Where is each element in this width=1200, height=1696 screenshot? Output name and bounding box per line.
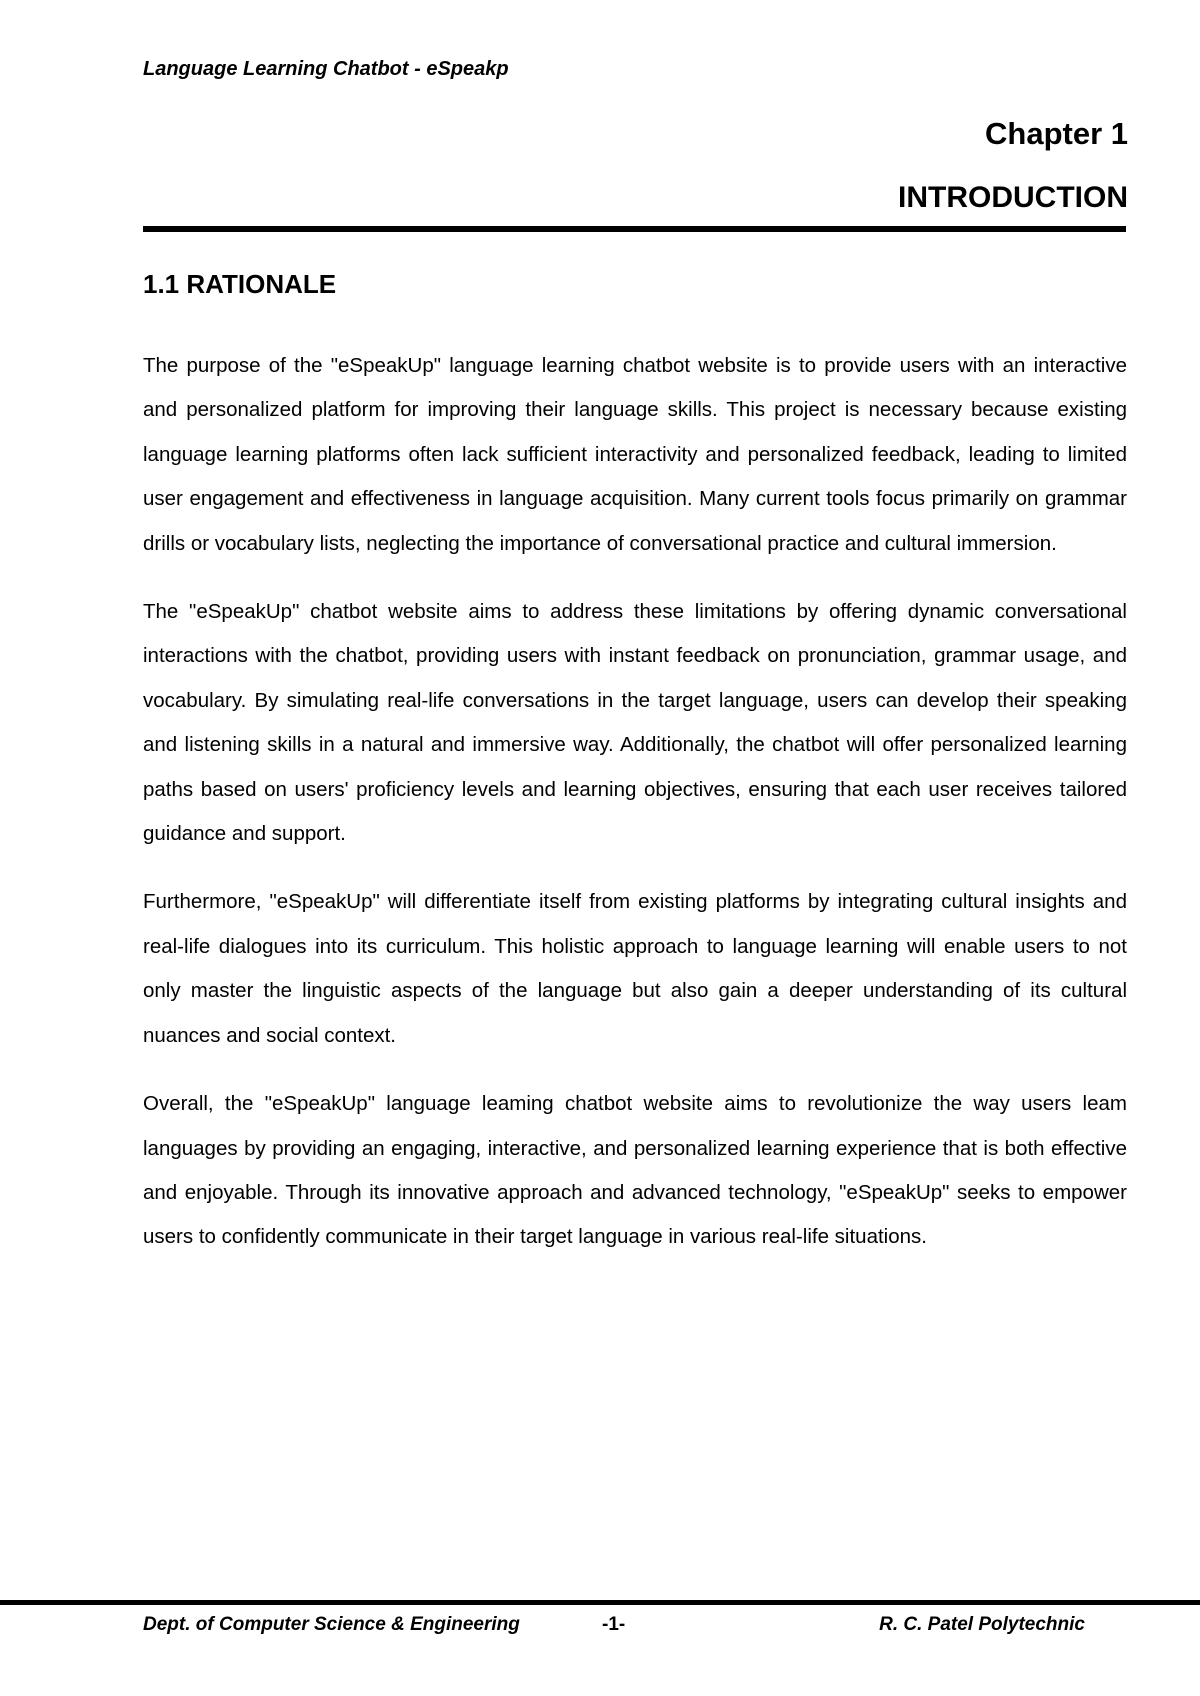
- footer-department: Dept. of Computer Science & Engineering: [143, 1614, 520, 1635]
- chapter-heading-block: [898, 112, 1128, 220]
- section-body: [143, 344, 1127, 1284]
- paragraph: Furthermore, "eSpeakUp" will differentiate itself from existing platforms by integrating cultural insights and real-life dialogues into its curriculum. This holistic approach to language learning will enable users to not only master the linguistic aspects of the language but also gain a deeper understanding of its cultural nuances and social context.: [143, 890, 1127, 1047]
- paragraph: The "eSpeakUp" chatbot website aims to address these limitations by offering dynamic conversational interactions with the chatbot, providing users with instant feedback on pronunciation, grammar usage, and vocabulary. By simulating real-life conversations in the target language, users can develop their speaking and listening skills in a natural and immersive way. Additionally, the chatbot will offer personalized learning paths based on users' proficiency levels and learning objectives, ensuring that each user receives tailored guidance and support.: [143, 600, 1127, 846]
- chapter-label: Chapter 1: [985, 116, 1128, 151]
- footer-institution: R. C. Patel Polytechnic: [879, 1614, 1085, 1635]
- running-header: Language Learning Chatbot - eSpeakp: [143, 58, 509, 80]
- footer-divider: [0, 1600, 1200, 1605]
- section-heading: 1.1 RATIONALE: [143, 269, 337, 299]
- footer-page-number: -1-: [602, 1614, 626, 1635]
- paragraph: The purpose of the "eSpeakUp" language learning chatbot website is to provide users with an interactive and personalized platform for improving their language skills. This project is necessary because existing language learning platforms often lack sufficient interactivity and personalized feedback, leading to limited user engagement and effectiveness in language acquisition. Many current tools focus primarily on grammar drills or vocabulary lists, neglecting the importance of conversational practice and cultural immersion.: [143, 354, 1127, 555]
- paragraph: Overall, the "eSpeakUp" language leaming chatbot website aims to revolutionize the way users leam languages by providing an engaging, interactive, and personalized learning experience that is both effective and enjoyable. Through its innovative approach and advanced technology, "eSpeakUp" seeks to empower users to confidently communicate in their target language in various real-life situations.: [143, 1092, 1127, 1249]
- heading-divider: [143, 226, 1126, 232]
- chapter-title: INTRODUCTION: [898, 181, 1128, 214]
